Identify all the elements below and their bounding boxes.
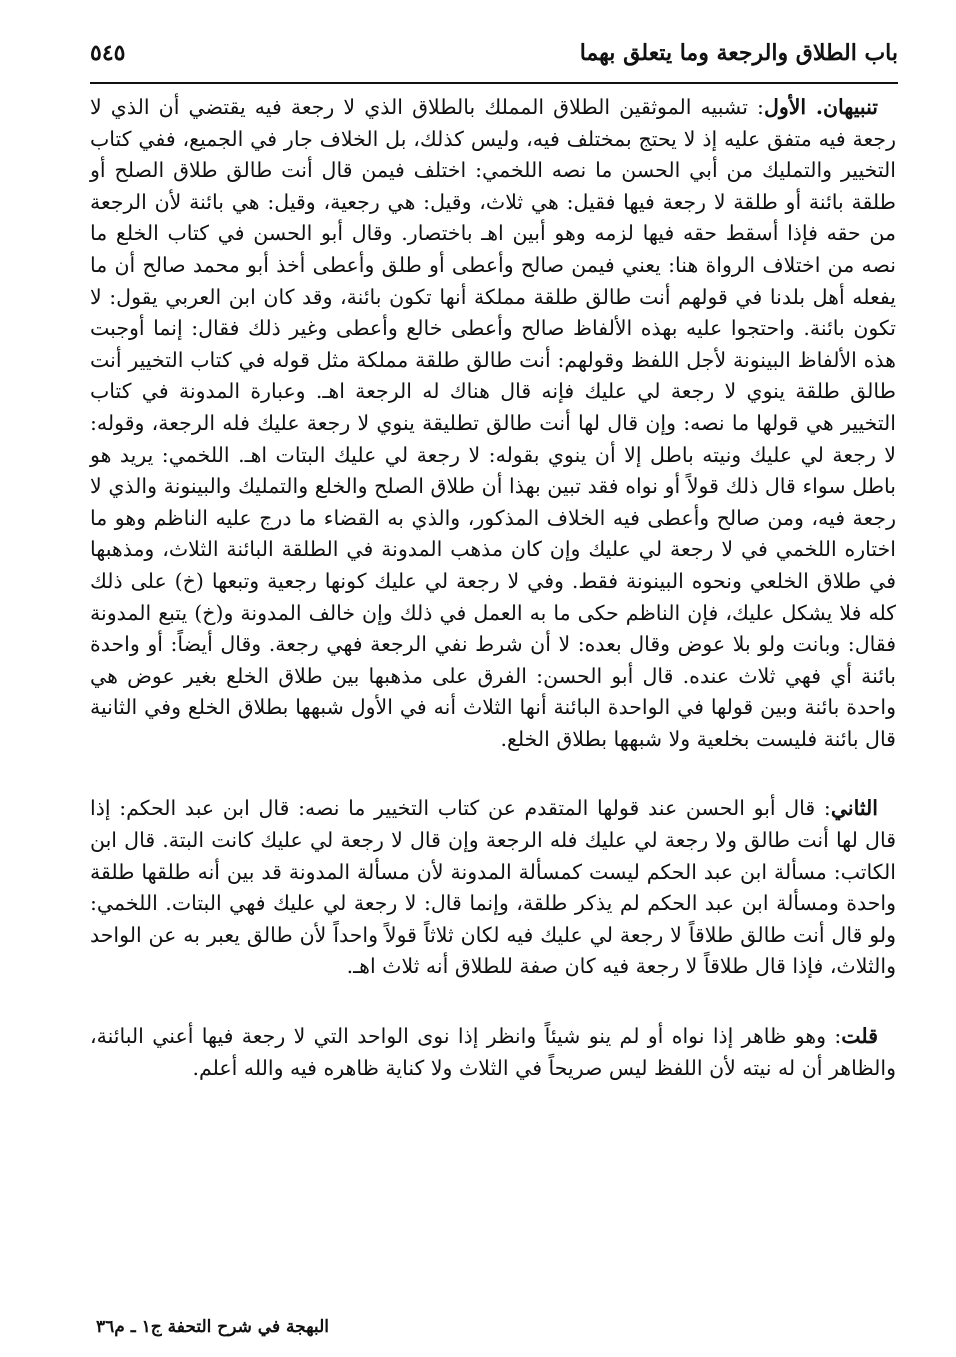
main-text xyxy=(90,92,896,1084)
paragraph-heading: قلت xyxy=(841,1024,878,1049)
paragraph-second-note xyxy=(90,793,896,983)
paragraph-first-note xyxy=(90,92,896,755)
paragraph-body: : قال أبو الحسن عند قولها المتقدم عن كتاب التخيير ما نصه: قال ابن عبد الحكم: إذا قال لها أنت طالق ولا رجعة لي عليك فله الرجعة وإن قال لا رجعة لي عليك كانت البتة. قال ابن الكاتب: مسألة ابن عبد الحكم ليست كمسألة المدونة لأن مسألة المدونة قد بين أنه طلقها طلقة واحدة ومسألة ابن عبد الحكم لم يذكر طلقة، وإنما قال: لا رجعة لي عليك فهي البتات. اللخمي: ولو قال أنت طالق طلاقاً لا رجعة لي عليك فيه لكان ثلاثاً قولاً واحداً لأن طالق يعبر به عن الواحد والثلاث، فإذا قال طلاقاً لا رجعة فيه كان صفة للطلاق أنه ثلاث اهـ. xyxy=(90,796,896,979)
paragraph-body: : وهو ظاهر إذا نواه أو لم ينو شيئاً وانظر إذا نوى الواحد التي لا رجعة فيها أعني البائنة، والظاهر أن له نيته لأن اللفظ ليس صريحاً في الثلاث ولا كناية ظاهره فيه والله أعلم. xyxy=(90,1024,896,1080)
running-header xyxy=(90,34,898,84)
paragraph-author-remark xyxy=(90,1021,896,1084)
page-number: ٥٤٥ xyxy=(90,40,126,66)
footer-signature: البهجة في شرح التحفة ج١ ـ م٣٦ xyxy=(96,1317,329,1337)
paragraph-heading: الثاني xyxy=(830,796,878,821)
paragraph-heading: تنبيهان. الأول xyxy=(763,95,879,119)
chapter-title: باب الطلاق والرجعة وما يتعلق بهما xyxy=(579,40,898,66)
paragraph-body: : تشبيه الموثقين الطلاق المملك بالطلاق الذي لا رجعة فيه يقتضي أن الذي لا رجعة فيه متفق عليه إذ لا يحتج بمختلف فيه، وليس كذلك، بل الخلاف جار في الجميع، ففي كتاب التخيير والتمليك من أبي الحسن ما نصه اللخمي: اختلف فيمن قال أنت طالق طلاق الصلح أو طلقة بائنة أو طلقة لا رجعة فيها فقيل: هي ثلاث، وقيل: هي رجعية، وقيل: هي بائنة لأن الرجعة من حقه فإذا أسقط حقه فيها لزمه وهو أبين اهـ باختصار. وقال أبو الحسن في كتاب الخلع ما نصه من اختلاف الرواة هنا: يعني فيمن صالح وأعطى أو طلق وأعطى أخذ أبو محمد صالح أن ما يفعله أهل بلدنا في قولهم أنت طالق طلقة مملكة أنها تكون بائنة، وقد كان ابن العربي يقول: لا تكون بائنة. واحتجوا عليه بهذه الألفاظ صالح وأعطى خالع وأعطى وغير ذلك فقال: إنما أوجبت هذه الألفاظ البينونة لأجل اللفظ وقولهم: أنت طالق طلقة مملكة مثل قوله في كتاب التخيير أنت طالق طلقة ينوي لا رجعة لي عليك فإنه قال هناك له الرجعة اهـ. وعبارة المدونة في كتاب التخيير هي قولها ما نصه: وإن قال لها أنت طالق تطليقة ينوي لا رجعة عليك فله الرجعة، وقوله: لا رجعة لي عليك ونيته باطل إلا أن ينوي بقوله: لا رجعة لي عليك البتات اهـ. اللخمي: يريد هو باطل سواء قال ذلك قولاً أو نواه فقد تبين بهذا أن طلاق الصلح والخلع والتمليك والبينونة والذي لا رجعة فيه، ومن صالح وأعطى فيه الخلاف المذكور، والذي به القضاء ما درج عليه الناظم وهو ما اختاره اللخمي في لا رجعة لي عليك وإن كان مذهب المدونة في الطلقة البائنة الثلاث، ومذهبها في طلاق الخلعي ونحوه البينونة فقط. وفي لا رجعة لي عليك كونها رجعية وتبعها (خ) على ذلك كله فلا يشكل عليك، فإن الناظم حكى ما به العمل في ذلك وإن خالف المدونة و(خ) يتبع المدونة فقال: وبانت ولو بلا عوض وقال بعده: لا أن شرط نفي الرجعة فهي رجعة. وقال أيضاً: أو واحدة بائنة أي فهي ثلاث عنده. قال أبو الحسن: الفرق على مذهبها بين طلاق الخلع بغير عوض هي واحدة بائنة وبين قولها في الواحدة البائنة أنها الثلاث أنه في الأول شبهها بطلاق الخلع وفي الثانية قال بائنة فليست بخلعية ولا شبهها بطلاق الخلع. xyxy=(90,95,896,751)
